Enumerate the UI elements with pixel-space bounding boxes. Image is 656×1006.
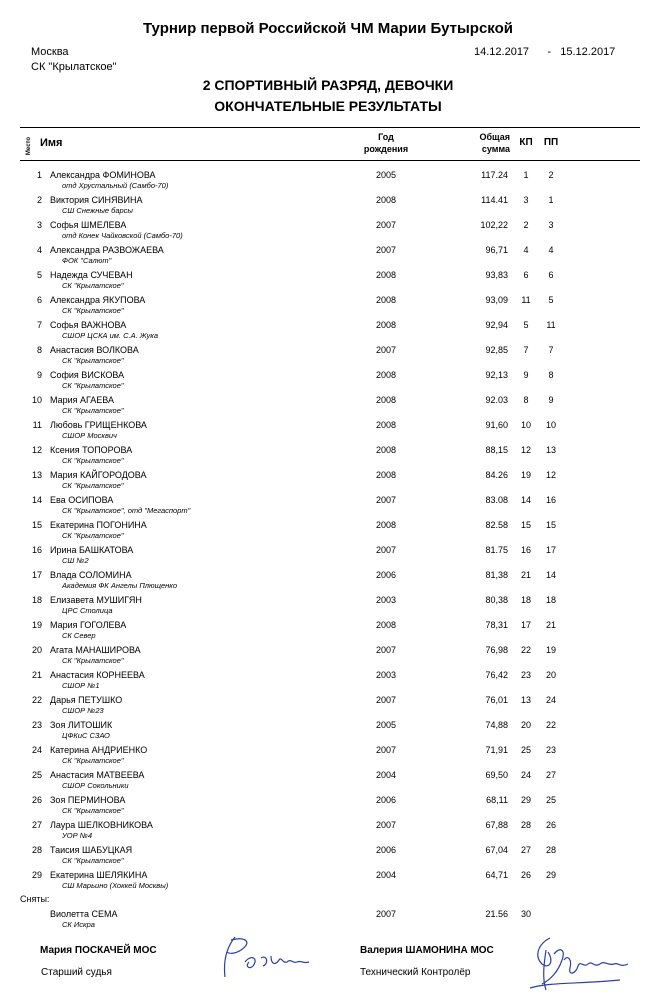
row-free-program-place: 1 (548, 195, 554, 205)
row-short-program-place: 10 (520, 420, 531, 430)
table-row (0, 295, 656, 320)
row-free-program-place: 20 (545, 670, 556, 680)
row-athlete-club: СШ Снежные барсы (62, 206, 133, 215)
controller-name: Валерия ШАМОНИНА МОС (360, 945, 494, 956)
row-short-program-place: 3 (523, 195, 529, 205)
row-birth-year: 2007 (375, 495, 397, 505)
row-free-program-place: 8 (548, 370, 554, 380)
row-free-program-place: 10 (545, 420, 556, 430)
host-club: СК "Крылатское" (31, 61, 117, 73)
table-row (0, 245, 656, 270)
row-free-program-place: 17 (545, 545, 556, 555)
event-dates (474, 46, 615, 58)
row-free-program-place: 6 (548, 270, 554, 280)
row-short-program-place: 30 (520, 909, 531, 919)
row-total-score: 102,22 (480, 220, 508, 230)
row-athlete-club: СК "Крылатское" (62, 756, 124, 765)
row-birth-year: 2007 (375, 645, 397, 655)
referee-role: Старший судья (41, 967, 112, 978)
row-athlete-name: Елизавета МУШИГЯН (50, 595, 142, 605)
row-total-score: 76,98 (485, 645, 508, 655)
row-free-program-place: 22 (545, 720, 556, 730)
row-athlete-club: СК "Крылатское" (62, 456, 124, 465)
row-birth-year: 2006 (375, 845, 397, 855)
row-athlete-name: Лаура ШЕЛКОВНИКОВА (50, 820, 153, 830)
row-birth-year: 2008 (375, 520, 397, 530)
row-athlete-name: Александра ФОМИНОВА (50, 170, 156, 180)
table-row (0, 820, 656, 845)
row-short-program-place: 12 (520, 445, 531, 455)
row-athlete-club: СК "Крылатское" (62, 856, 124, 865)
row-athlete-club: ЦРС Столица (62, 606, 113, 615)
table-row (0, 220, 656, 245)
row-short-program-place: 23 (520, 670, 531, 680)
row-free-program-place: 9 (548, 395, 554, 405)
row-short-program-place: 17 (520, 620, 531, 630)
row-athlete-name: Виолетта СЕМА (50, 909, 118, 919)
row-athlete-club: СК "Крылатское" (62, 531, 124, 540)
row-athlete-name: Любовь ГРИЩЕНКОВА (50, 420, 147, 430)
row-rank: 16 (31, 545, 42, 555)
row-short-program-place: 15 (520, 520, 531, 530)
column-header-name: Имя (40, 137, 63, 149)
table-row (0, 645, 656, 670)
row-free-program-place: 25 (545, 795, 556, 805)
row-short-program-place: 25 (520, 745, 531, 755)
row-free-program-place: 27 (545, 770, 556, 780)
column-header-kp: КП (519, 137, 533, 148)
row-rank: 26 (31, 795, 42, 805)
row-free-program-place: 5 (548, 295, 554, 305)
row-rank: 25 (31, 770, 42, 780)
row-athlete-club: СШОР №23 (62, 706, 104, 715)
row-short-program-place: 1 (523, 170, 529, 180)
row-athlete-club: отд Конек Чайковской (Самбо-70) (62, 231, 183, 240)
controller-role: Технический Контролёр (360, 967, 471, 978)
row-free-program-place: 3 (548, 220, 554, 230)
column-header-place: Место (26, 136, 32, 156)
row-total-score: 88,15 (485, 445, 508, 455)
row-short-program-place: 4 (523, 245, 529, 255)
row-athlete-club: СШОР Сокольники (62, 781, 129, 790)
category-title: 2 СПОРТИВНЫЙ РАЗРЯД, ДЕВОЧКИ (202, 77, 454, 93)
row-athlete-club: СК "Крылатское" (62, 281, 124, 290)
column-header-year-line2: рождения (363, 144, 409, 154)
row-birth-year: 2003 (375, 670, 397, 680)
row-birth-year: 2006 (375, 570, 397, 580)
header-top-rule (20, 127, 640, 128)
row-rank: 23 (31, 720, 42, 730)
row-athlete-club: Академия ФК Ангелы Плющенко (62, 581, 178, 590)
row-short-program-place: 8 (523, 395, 529, 405)
table-row (0, 770, 656, 795)
row-short-program-place: 24 (520, 770, 531, 780)
row-total-score: 81.75 (485, 545, 508, 555)
row-athlete-name: Анастасия КОРНЕЕВА (50, 670, 145, 680)
row-birth-year: 2008 (375, 270, 397, 280)
row-short-program-place: 13 (520, 695, 531, 705)
row-free-program-place: 15 (545, 520, 556, 530)
row-athlete-name: Мария АГАЕВА (50, 395, 114, 405)
table-row (0, 395, 656, 420)
referee-name: Мария ПОСКАЧЕЙ МОС (40, 945, 157, 956)
row-athlete-club: СК "Крылатское" (62, 356, 124, 365)
row-birth-year: 2005 (375, 720, 397, 730)
row-rank: 8 (36, 345, 42, 355)
referee-signature-icon (205, 932, 325, 982)
header-bottom-rule (20, 160, 640, 161)
row-rank: 10 (31, 395, 42, 405)
row-birth-year: 2008 (375, 370, 397, 380)
table-row (0, 170, 656, 195)
table-row (0, 870, 656, 895)
row-short-program-place: 22 (520, 645, 531, 655)
table-row (0, 670, 656, 695)
row-athlete-name: Софья ВАЖНОВА (50, 320, 127, 330)
row-free-program-place: 23 (545, 745, 556, 755)
row-total-score: 68,11 (486, 795, 508, 805)
row-athlete-club: СШОР №1 (62, 681, 100, 690)
row-total-score: 83.08 (485, 495, 508, 505)
row-athlete-club: СК "Крылатское" (62, 481, 124, 490)
row-total-score: 96,71 (485, 245, 508, 255)
row-athlete-name: Дарья ПЕТУШКО (50, 695, 123, 705)
row-total-score: 76,42 (485, 670, 508, 680)
row-short-program-place: 6 (523, 270, 529, 280)
withdrawn-label: Сняты: (20, 894, 50, 904)
row-free-program-place: 26 (545, 820, 556, 830)
row-athlete-club: СК "Крылатское" (62, 406, 124, 415)
row-rank: 20 (31, 645, 42, 655)
row-short-program-place: 2 (523, 220, 529, 230)
column-header-pp: ПП (543, 137, 559, 148)
column-header-sum-line2: сумма (481, 144, 510, 154)
row-rank: 29 (31, 870, 42, 880)
row-athlete-club: СК "Крылатское" (62, 381, 124, 390)
row-athlete-name: Екатерина ПОГОНИНА (50, 520, 147, 530)
row-short-program-place: 5 (523, 320, 529, 330)
row-free-program-place: 13 (545, 445, 556, 455)
column-header-year-line1: Год (378, 132, 394, 142)
row-rank: 3 (36, 220, 42, 230)
row-short-program-place: 14 (520, 495, 531, 505)
row-rank: 21 (31, 670, 42, 680)
row-rank: 5 (36, 270, 42, 280)
table-row (0, 520, 656, 545)
row-birth-year: 2008 (375, 445, 397, 455)
row-short-program-place: 7 (523, 345, 529, 355)
row-athlete-club: СК Искра (62, 920, 95, 929)
city: Москва (31, 46, 69, 58)
results-title: ОКОНЧАТЕЛЬНЫЕ РЕЗУЛЬТАТЫ (214, 98, 442, 114)
row-rank: 6 (36, 295, 42, 305)
row-total-score: 67,04 (485, 845, 508, 855)
row-rank: 9 (36, 370, 42, 380)
row-total-score: 81,38 (485, 570, 508, 580)
row-total-score: 67,88 (485, 820, 508, 830)
row-total-score: 64,71 (485, 870, 508, 880)
table-row (0, 720, 656, 745)
table-row (0, 595, 656, 620)
row-free-program-place: 18 (545, 595, 556, 605)
row-total-score: 92,85 (485, 345, 508, 355)
row-athlete-club: СШОР ЦСКА им. С.А. Жука (62, 331, 159, 340)
row-short-program-place: 18 (520, 595, 531, 605)
row-free-program-place: 19 (545, 645, 556, 655)
row-athlete-name: Зоя ЛИТОШИК (50, 720, 113, 730)
table-row (0, 695, 656, 720)
row-athlete-club: СК "Крылатское", отд "Мегаспорт" (62, 506, 191, 515)
table-row (0, 320, 656, 345)
row-free-program-place: 21 (545, 620, 556, 630)
row-birth-year: 2007 (375, 909, 397, 919)
row-short-program-place: 9 (523, 370, 529, 380)
row-rank: 7 (36, 320, 42, 330)
page-title: Турнир первой Российской ЧМ Марии Бутырской (142, 20, 514, 37)
row-short-program-place: 19 (520, 470, 531, 480)
row-total-score: 80,38 (485, 595, 508, 605)
row-rank: 11 (32, 420, 42, 430)
row-athlete-club: УОР №4 (62, 831, 93, 840)
row-total-score: 93,09 (485, 295, 508, 305)
row-total-score: 114.41 (481, 195, 508, 205)
row-birth-year: 2008 (375, 195, 397, 205)
row-total-score: 82.58 (485, 520, 508, 530)
row-free-program-place: 28 (545, 845, 556, 855)
row-athlete-name: София ВИСКОВА (50, 370, 125, 380)
row-rank: 4 (36, 245, 42, 255)
row-free-program-place: 2 (548, 170, 554, 180)
row-athlete-name: Зоя ПЕРМИНОВА (50, 795, 126, 805)
row-short-program-place: 26 (520, 870, 531, 880)
row-birth-year: 2007 (375, 345, 397, 355)
row-athlete-club: СК "Крылатское" (62, 306, 124, 315)
row-short-program-place: 21 (520, 570, 531, 580)
table-row (0, 845, 656, 870)
row-athlete-name: Ксения ТОПОРОВА (50, 445, 133, 455)
row-total-score: 93,83 (485, 270, 508, 280)
row-athlete-name: Таисия ШАБУЦКАЯ (50, 845, 133, 855)
row-athlete-name: Анастасия МАТВЕЕВА (50, 770, 145, 780)
row-birth-year: 2004 (375, 770, 397, 780)
row-total-score: 84.26 (485, 470, 508, 480)
row-birth-year: 2008 (375, 470, 397, 480)
row-rank: 2 (36, 195, 42, 205)
column-header-sum (462, 131, 510, 155)
row-athlete-name: Екатерина ШЕЛЯКИНА (50, 870, 148, 880)
row-athlete-name: Анастасия ВОЛКОВА (50, 345, 139, 355)
row-total-score: 92,94 (485, 320, 508, 330)
row-rank: 14 (31, 495, 42, 505)
row-short-program-place: 29 (520, 795, 531, 805)
row-athlete-club: СК "Крылатское" (62, 806, 124, 815)
table-row (0, 745, 656, 770)
row-athlete-club: СК "Крылатское" (62, 656, 124, 665)
row-athlete-club: СШ №2 (62, 556, 89, 565)
date-end: 15.12.2017 (560, 46, 616, 58)
row-birth-year: 2008 (375, 620, 397, 630)
row-athlete-name: Мария ГОГОЛЕВА (50, 620, 127, 630)
row-athlete-name: Надежда СУЧЕВАН (50, 270, 133, 280)
row-rank: 13 (31, 470, 42, 480)
table-row (0, 345, 656, 370)
controller-signature-icon (520, 930, 640, 994)
row-total-score: 21.56 (485, 909, 508, 919)
table-row (0, 470, 656, 495)
table-row (0, 195, 656, 220)
row-athlete-name: Виктория СИНЯВИНА (50, 195, 143, 205)
row-short-program-place: 20 (520, 720, 531, 730)
row-athlete-name: Мария КАЙГОРОДОВА (50, 470, 147, 480)
row-athlete-name: Влада СОЛОМИНА (50, 570, 132, 580)
row-athlete-club: СШОР Москвич (62, 431, 117, 440)
row-birth-year: 2007 (375, 245, 397, 255)
row-rank: 12 (31, 445, 42, 455)
row-birth-year: 2008 (375, 420, 397, 430)
row-short-program-place: 11 (521, 295, 531, 305)
row-athlete-club: ЦФКиС СЗАО (62, 731, 110, 740)
date-separator: - (547, 46, 552, 58)
row-athlete-name: Катерина АНДРИЕНКО (50, 745, 148, 755)
date-start: 14.12.2017 (474, 46, 530, 58)
row-birth-year: 2008 (375, 320, 397, 330)
row-rank: 18 (31, 595, 42, 605)
row-free-program-place: 7 (548, 345, 554, 355)
row-free-program-place: 12 (545, 470, 556, 480)
row-rank: 27 (31, 820, 42, 830)
row-athlete-name: Александра ЯКУПОВА (50, 295, 146, 305)
row-rank: 17 (31, 570, 42, 580)
row-total-score: 78,31 (485, 620, 508, 630)
table-row (0, 620, 656, 645)
table-row (0, 420, 656, 445)
row-rank: 24 (31, 745, 42, 755)
row-birth-year: 2007 (375, 220, 397, 230)
table-row (0, 270, 656, 295)
row-birth-year: 2008 (375, 295, 397, 305)
table-row (0, 370, 656, 395)
row-athlete-club: ФОК "Салют" (62, 256, 112, 265)
row-birth-year: 2007 (375, 820, 397, 830)
row-rank: 15 (31, 520, 42, 530)
row-athlete-name: Софья ШМЕЛЕВА (50, 220, 127, 230)
table-row (0, 545, 656, 570)
row-birth-year: 2004 (375, 870, 397, 880)
row-rank: 22 (31, 695, 42, 705)
row-free-program-place: 4 (548, 245, 554, 255)
row-rank: 1 (36, 170, 42, 180)
row-rank: 19 (31, 620, 42, 630)
table-row (0, 570, 656, 595)
row-athlete-club: отд Хрустальный (Самбо-70) (62, 181, 169, 190)
row-athlete-club: СШ Марьино (Хоккей Москвы) (62, 881, 169, 890)
row-birth-year: 2005 (375, 170, 397, 180)
row-free-program-place: 29 (545, 870, 556, 880)
row-free-program-place: 16 (545, 495, 556, 505)
table-row (0, 795, 656, 820)
row-total-score: 91,60 (485, 420, 508, 430)
row-athlete-name: Александра РАЗВОЖАЕВА (50, 245, 164, 255)
row-total-score: 69,50 (485, 770, 508, 780)
row-short-program-place: 16 (520, 545, 531, 555)
row-athlete-club: СК Север (62, 631, 96, 640)
row-short-program-place: 27 (520, 845, 531, 855)
row-birth-year: 2007 (375, 745, 397, 755)
row-total-score: 117.24 (481, 170, 508, 180)
row-birth-year: 2003 (375, 595, 397, 605)
row-total-score: 76,01 (485, 695, 508, 705)
row-total-score: 74,88 (485, 720, 508, 730)
row-free-program-place: 11 (546, 320, 556, 330)
column-header-year (348, 131, 424, 155)
row-birth-year: 2007 (375, 545, 397, 555)
row-rank: 28 (31, 845, 42, 855)
table-row (0, 495, 656, 520)
row-total-score: 92,13 (485, 370, 508, 380)
row-total-score: 71,91 (485, 745, 508, 755)
row-birth-year: 2006 (375, 795, 397, 805)
row-total-score: 92.03 (485, 395, 508, 405)
row-free-program-place: 24 (545, 695, 556, 705)
row-birth-year: 2008 (375, 395, 397, 405)
row-birth-year: 2007 (375, 695, 397, 705)
row-short-program-place: 28 (520, 820, 531, 830)
row-athlete-name: Ирина БАШКАТОВА (50, 545, 134, 555)
column-header-sum-line1: Общая (479, 132, 510, 142)
row-athlete-name: Ева ОСИПОВА (50, 495, 114, 505)
table-row (0, 445, 656, 470)
row-athlete-name: Агата МАНАШИРОВА (50, 645, 141, 655)
row-free-program-place: 14 (545, 570, 556, 580)
